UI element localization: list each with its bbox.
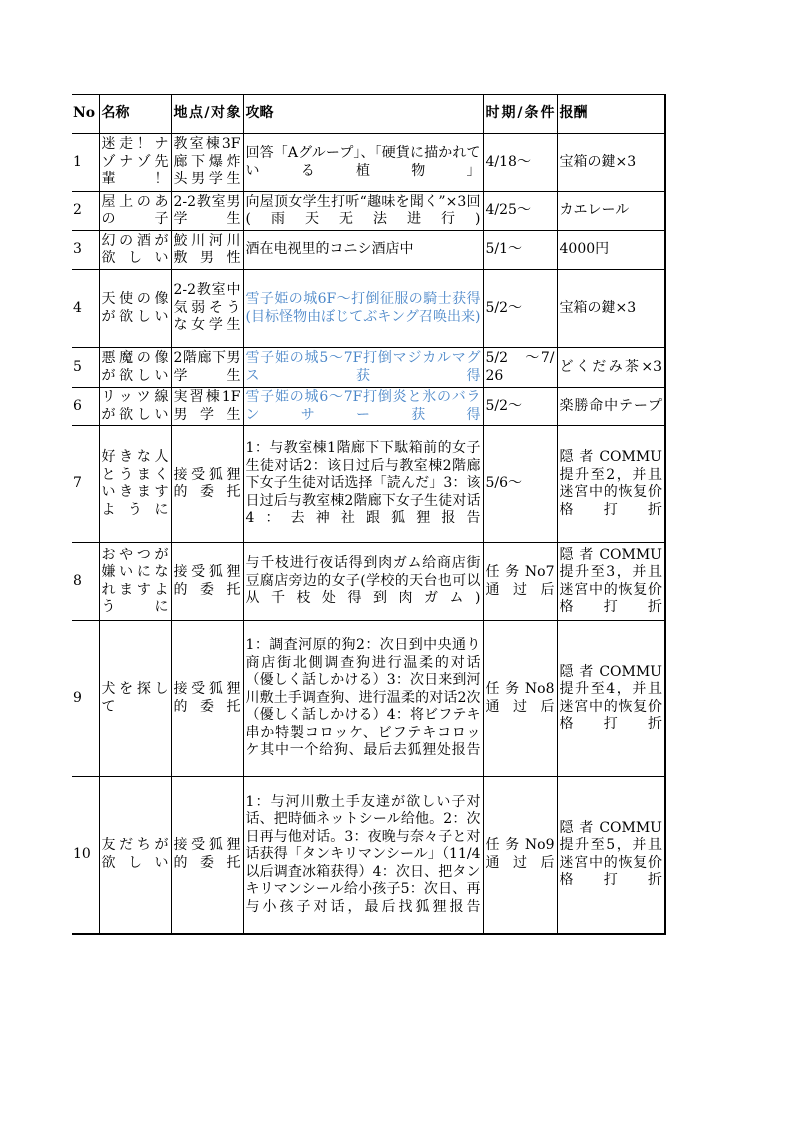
cell-reward: 4000円 — [557, 231, 665, 270]
cell-no: 2 — [72, 192, 99, 231]
cell-reward: 宝箱の鍵×3 — [557, 134, 665, 192]
table-row — [72, 621, 665, 777]
table-row — [72, 777, 665, 934]
cell-period: 5/2～ — [483, 270, 557, 348]
quest-table — [72, 94, 666, 935]
cell-guide: 向屋顶女学生打听“趣味を聞く”×3回(雨天无法进行) — [243, 192, 483, 231]
cell-name: 犬を探して — [99, 621, 171, 777]
cell-period: 4/25～ — [483, 192, 557, 231]
cell-no: 1 — [72, 134, 99, 192]
cell-name: おやつが嫌いになれますように — [99, 543, 171, 621]
cell-reward: 楽勝命中テープ — [557, 388, 665, 426]
cell-guide: 与千枝进行夜话得到肉ガム给商店街豆腐店旁边的女子(学校的天台也可以从千枝处得到肉ガム) — [243, 543, 483, 621]
cell-name: 屋上のあの子 — [99, 192, 171, 231]
cell-place: 2-2教室男学生 — [171, 192, 243, 231]
table-row — [72, 134, 665, 192]
cell-place: 実習棟1F男学生 — [171, 388, 243, 426]
cell-name: 好きな人とうまくいきますように — [99, 426, 171, 543]
cell-period: 5/6～ — [483, 426, 557, 543]
cell-no: 3 — [72, 231, 99, 270]
cell-guide: 1：与河川敷土手友達が欲しい子对话、把時価ネットシール给他。2：次日再与他对话。3：夜晚与奈々子と对话获得「タンキリマンシール」（11/4以后调査冰箱获得）4：次日、把タンキリマンシール给小孩子5：次日、再与小孩子对话，最后找狐狸报告 — [243, 777, 483, 934]
cell-period: 4/18～ — [483, 134, 557, 192]
table-row — [72, 348, 665, 388]
cell-no: 7 — [72, 426, 99, 543]
cell-reward: 隠者COMMU提升至4，并且迷宮中的恢复价格打折 — [557, 621, 665, 777]
cell-guide: 雪子姫の城5～7F打倒マジカルマグス获得 — [243, 348, 483, 388]
cell-place: 接受狐狸的委托 — [171, 777, 243, 934]
cell-no: 9 — [72, 621, 99, 777]
cell-place: 接受狐狸的委托 — [171, 426, 243, 543]
cell-name: 幻の酒が欲しい — [99, 231, 171, 270]
header-row — [72, 95, 665, 134]
cell-name: 友だちが欲しい — [99, 777, 171, 934]
cell-name: 天使の像が欲しい — [99, 270, 171, 348]
cell-period: 任务No9通过后 — [483, 777, 557, 934]
cell-period: 任务No7通过后 — [483, 543, 557, 621]
cell-no: 6 — [72, 388, 99, 426]
cell-guide: 酒在电视里的コニシ酒店中 — [243, 231, 483, 270]
table-row — [72, 231, 665, 270]
cell-period: 任务No8通过后 — [483, 621, 557, 777]
cell-no: 10 — [72, 777, 99, 934]
cell-name: 迷走！ナゾナゾ先輩！ — [99, 134, 171, 192]
header-reward: 报酬 — [557, 95, 665, 134]
header-name: 名称 — [99, 95, 171, 134]
cell-guide: 回答「Aグループ」、「硬貨に描かれている植物」 — [243, 134, 483, 192]
cell-guide: 1：与教室棟1階廊下下駄箱前的女子生徒对话2：该日过后与教室棟2階廊下女子生徒对话选择「読んだ」3：该日过后与教室棟2階廊下女子生徒对话4：去神社跟狐狸报告 — [243, 426, 483, 543]
cell-place: 接受狐狸的委托 — [171, 621, 243, 777]
table-row — [72, 388, 665, 426]
cell-guide: 1：調査河原的狗2：次日到中央通り商店街北側调查狗进行温柔的对话（優しく話しかける）3：次日来到河川敷土手调查狗、进行温柔的对话2次（優しく話しかける）4：将ビフテキ串か特製コロッケ、ビフテキコロッケ其中一个给狗、最后去狐狸处报告 — [243, 621, 483, 777]
table-row — [72, 270, 665, 348]
header-place: 地点/对象 — [171, 95, 243, 134]
cell-guide: 雪子姫の城6F～打倒征服の騎士获得(目标怪物由ぼじてぶキング召唤出来) — [243, 270, 483, 348]
cell-place: 教室棟3F廊下爆炸头男学生 — [171, 134, 243, 192]
header-no: No — [72, 95, 99, 134]
cell-place: 鮫川河川敷男性 — [171, 231, 243, 270]
cell-period: 5/1～ — [483, 231, 557, 270]
cell-period: 5/2～ — [483, 388, 557, 426]
cell-place: 2階廊下男学生 — [171, 348, 243, 388]
cell-reward: 宝箱の鍵×3 — [557, 270, 665, 348]
cell-period: 5/2 ～7/26 — [483, 348, 557, 388]
table-row — [72, 192, 665, 231]
table-row — [72, 543, 665, 621]
cell-reward: 隠者COMMU提升至5，并且迷宮中的恢复价格打折 — [557, 777, 665, 934]
cell-name: リッツ線が欲しい — [99, 388, 171, 426]
cell-place: 接受狐狸的委托 — [171, 543, 243, 621]
cell-reward: カエレール — [557, 192, 665, 231]
cell-reward: どくだみ茶×3 — [557, 348, 665, 388]
cell-no: 5 — [72, 348, 99, 388]
cell-no: 8 — [72, 543, 99, 621]
cell-reward: 隠者COMMU提升至2，并且迷宮中的恢复价格打折 — [557, 426, 665, 543]
cell-name: 悪魔の像が欲しい — [99, 348, 171, 388]
cell-no: 4 — [72, 270, 99, 348]
header-guide: 攻略 — [243, 95, 483, 134]
header-period: 时期/条件 — [483, 95, 557, 134]
cell-place: 2-2教室中気弱そうな女学生 — [171, 270, 243, 348]
cell-guide: 雪子姫の城6～7F打倒炎と氷のバランサー获得 — [243, 388, 483, 426]
table-row — [72, 426, 665, 543]
cell-reward: 隠者COMMU提升至3，并且迷宮中的恢复价格打折 — [557, 543, 665, 621]
